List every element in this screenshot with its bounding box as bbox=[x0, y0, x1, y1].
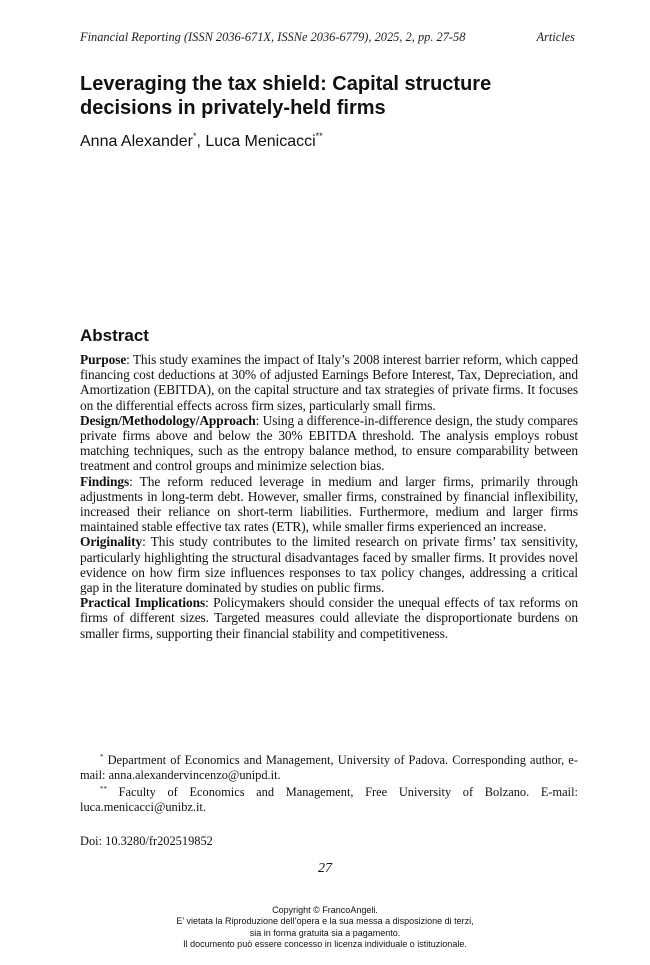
copyright-notice bbox=[0, 905, 650, 951]
footnote-mark: ** bbox=[315, 131, 323, 141]
running-header bbox=[80, 30, 575, 45]
abstract-text: : Using a difference-in-difference design, the study compares private firms above and below the 30% EBITDA threshold. The analysis employs robust matching techniques, such as the entropy balance method, to ensure comparability between treatment and control groups and minimize selection bias. bbox=[80, 412, 578, 474]
copyright-line: E’ vietata la Riproduzione dell’opera e la sua messa a disposizione di terzi, bbox=[176, 916, 474, 927]
abstract-label: Practical Implications bbox=[80, 595, 206, 611]
copyright-line: Il documento può essere concesso in licenza individuale o istituzionale. bbox=[183, 939, 467, 950]
page-number: 27 bbox=[318, 861, 332, 876]
footnote-text: Faculty of Economics and Management, Free University of Bolzano. E-mail: luca.menicacci@unibz.it. bbox=[80, 785, 578, 815]
author-list bbox=[80, 131, 323, 151]
author-name: Anna Alexander bbox=[80, 133, 193, 150]
article-title: Leveraging the tax shield: Capital structure decisions in privately-held firms bbox=[80, 73, 492, 119]
abstract-text: : This study examines the impact of Italy’s 2008 interest barrier reform, which capped financing cost deductions at 30% of adjusted Earnings Before Interest, Tax, Depreciation, and Amortization (EBITDA), on the capital structure and tax strategies of private firms. It focuses on the differential effects across firm sizes, particularly small firms. bbox=[80, 352, 578, 413]
author-name: Luca Menicacci bbox=[205, 133, 316, 150]
abstract-paragraph bbox=[80, 474, 578, 535]
abstract-label: Design/Methodology/Approach bbox=[80, 412, 256, 428]
footnotes bbox=[80, 750, 578, 815]
abstract-label: Originality bbox=[80, 534, 143, 550]
footnote-mark: * bbox=[100, 753, 104, 761]
abstract-paragraph bbox=[80, 534, 578, 595]
footnote-mark: ** bbox=[100, 785, 107, 794]
abstract-text: : This study contributes to the limited research on private firms’ tax sensitivity, particularly highlighting the structural disadvantages faced by smaller firms. It provides novel evidence on how firm size influences responses to tax policy changes, addressing a critical gap in the literature dominated by studies on public firms. bbox=[80, 534, 578, 596]
abstract-paragraph bbox=[80, 352, 578, 413]
abstract-paragraph bbox=[80, 595, 578, 641]
author-separator: , bbox=[196, 133, 206, 150]
abstract-body bbox=[80, 352, 578, 641]
copyright-line: Copyright © FrancoAngeli. bbox=[272, 905, 378, 915]
footnote bbox=[80, 782, 578, 814]
abstract-text: : Policymakers should consider the unequal effects of tax reforms on firms of different sizes. Targeted measures could alleviate the disproportionate burdens on smaller firms, supporting their financial stability and competitiveness. bbox=[80, 595, 578, 641]
abstract-label: Findings bbox=[80, 473, 130, 489]
footnote bbox=[80, 750, 578, 782]
copyright-line: sia in forma gratuita sia a pagamento. bbox=[249, 927, 401, 938]
section-label: Articles bbox=[536, 30, 575, 44]
footnote-mark: * bbox=[192, 131, 197, 141]
abstract-paragraph bbox=[80, 413, 578, 474]
abstract-heading: Abstract bbox=[80, 326, 149, 345]
abstract-text: : The reform reduced leverage in medium and larger firms, primarily through adjustments in long-term debt. However, smaller firms, constrained by financial inflexibility, increased their reliance on short-term liabilities. Furthermore, medium and larger firms maintained stable effective tax rates (ETR), while smaller firms experienced an increase. bbox=[80, 473, 578, 535]
abstract-label: Purpose bbox=[80, 352, 127, 367]
doi: Doi: 10.3280/fr202519852 bbox=[80, 834, 213, 848]
journal-citation: Financial Reporting (ISSN 2036-671X, ISSNe 2036-6779), 2025, 2, pp. 27-58 bbox=[80, 30, 466, 44]
footnote-text: Department of Economics and Management, University of Padova. Corresponding author, e-mail: anna.alexandervincenzo@unipd.it. bbox=[80, 753, 578, 782]
